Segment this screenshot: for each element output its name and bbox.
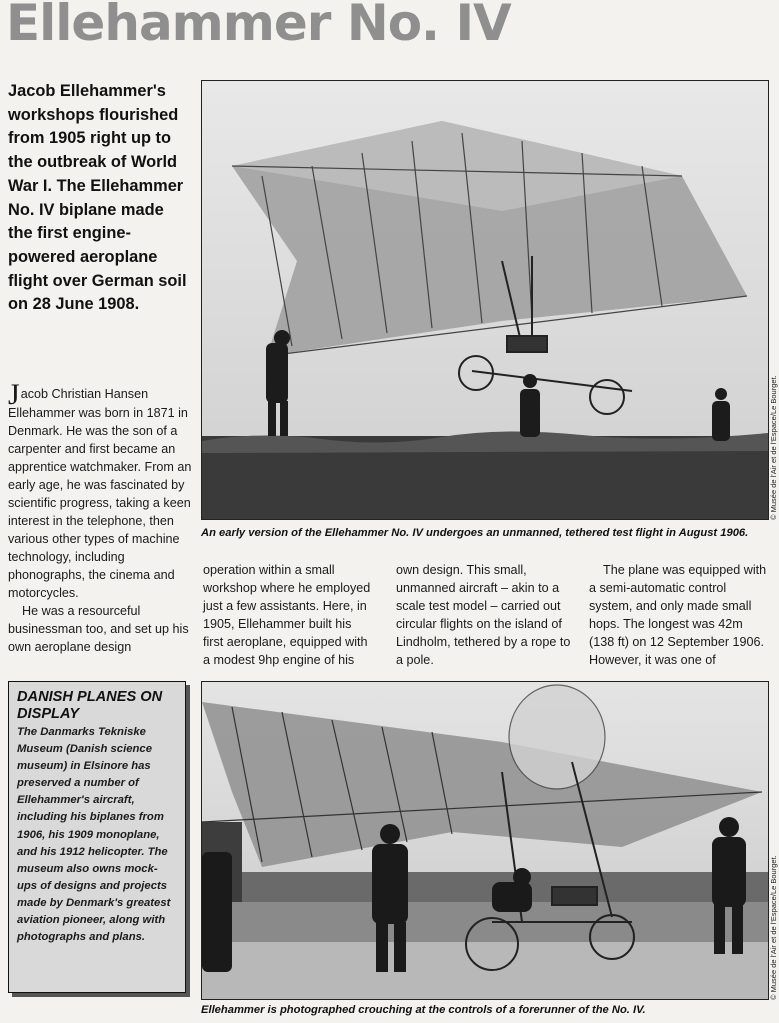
drop-cap: J bbox=[8, 378, 20, 411]
photo-credit: © Musée de l'Air et de l'Espace/Le Bourget. bbox=[769, 855, 778, 1000]
photo-credit: © Musée de l'Air et de l'Espace/Le Bourget. bbox=[769, 375, 778, 520]
body-paragraph: He was a resourceful businessman too, and set up his own aeroplane design bbox=[8, 604, 189, 654]
body-column-3 bbox=[396, 561, 578, 669]
sidebar-box bbox=[8, 681, 186, 993]
body-column-4 bbox=[589, 561, 769, 669]
photo-caption: An early version of the Ellehammer No. IV undergoes an unmanned, tethered test flight in August 1906. bbox=[201, 527, 749, 539]
sidebar-text: The Danmarks Tekniske Museum (Danish science museum) in Elsinore has preserved a number of Ellehammer's aircraft, including his biplanes from 1906, his 1909 monoplane, and his 1912 helicopter. The museum also owns mock-ups of designs and projects made by Denmark's greatest aviation pioneer, along with photographs and plans. bbox=[17, 726, 171, 944]
photo-caption: Ellehammer is photographed crouching at the controls of a forerunner of the No. IV. bbox=[201, 1004, 646, 1016]
sidebar-title: DANISH PLANES ON DISPLAY bbox=[17, 689, 163, 722]
body-paragraph: own design. This small, unmanned aircraft – akin to a scale test model – carried out circular flights on the island of Lindholm, tethered by a rope to a pole. bbox=[396, 563, 571, 667]
article-title: Ellehammer No. IV bbox=[6, 0, 511, 52]
photo-ellehammer-at-controls bbox=[201, 681, 769, 1000]
photo-test-flight bbox=[201, 80, 769, 520]
body-paragraph: operation within a small workshop where he employed just a few assistants. Here, in 1905, Ellehammer built his first aeroplane, equipped with a modest 9hp engine of his bbox=[203, 563, 371, 667]
body-paragraph: acob Christian Hansen Ellehammer was born in 1871 in Denmark. He was the son of a carpenter and first became an apprentice watchmaker. From an early age, he was fascinated by scientific progress, taking a keen interest in the telephone, then various other types of machine technology, including phonographs, the cinema and motorcycles. bbox=[8, 387, 192, 600]
body-column-2 bbox=[203, 561, 373, 669]
body-paragraph: The plane was equipped with a semi-automatic control system, and only made small hops. The longest was 42m (138 ft) on 12 September 1906. However, it was one of bbox=[589, 563, 767, 667]
intro-text: Jacob Ellehammer's workshops flourished from 1905 right up to the outbreak of World War I. The Ellehammer No. IV biplane made the first engine-powered aeroplane flight over German soil on 28 June 1908. bbox=[8, 82, 187, 314]
body-column-1 bbox=[8, 378, 193, 656]
